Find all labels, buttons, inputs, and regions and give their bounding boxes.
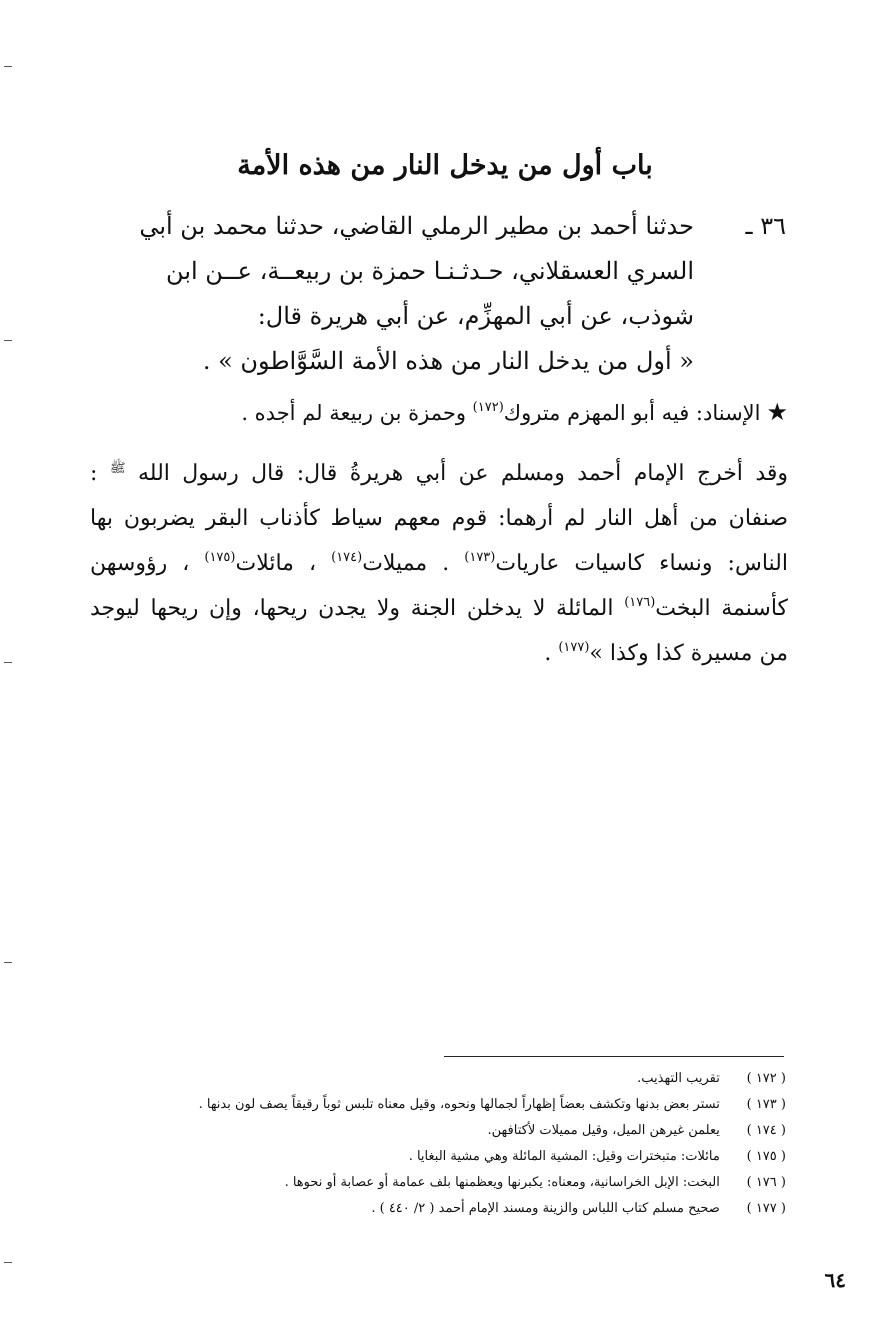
takhrij-line [90,586,788,631]
footnote-number: ( ١٧٢ ) [746,1071,786,1086]
takhrij-text: . [544,641,559,666]
isnad-rest: وحمزة بن ربيعة لم أجده . [241,401,473,425]
takhrij-text: : [90,461,98,486]
footnote-item [140,1066,786,1092]
chapter-title: باب أول من يدخل النار من هذه الأمة [237,150,653,181]
footnote-item [140,1144,786,1170]
isnad-note [170,392,788,433]
footnote-item [140,1118,786,1144]
hadith-number: ٣٦ ـ [745,212,786,240]
footnote-ref: (١٧٥) [204,550,236,565]
takhrij-text: وقد أخرج الإمام أحمد ومسلم عن أبي هريرةُ قال: قال رسول الله [137,461,789,486]
footnote-text: صحيح مسلم كتاب اللباس والزينة ومسند الإمام أحمد ( ٢/ ٤٤٠ ) . [371,1201,720,1216]
takhrij-text: من مسيرة كذا وكذا » [589,641,788,666]
margin-mark [4,340,12,341]
takhrij-line [90,541,788,586]
footnote-ref: (١٧٧) [558,640,590,655]
footnotes-list [140,1066,786,1222]
footnote-number: ( ١٧٣ ) [746,1097,786,1112]
footnote-item [140,1092,786,1118]
hadith-body [96,204,694,384]
footnote-divider [444,1056,784,1057]
footnote-ref: (١٧٢) [472,400,504,415]
takhrij-text: الناس: ونساء كاسيات عاريات [495,551,788,576]
takhrij-text: ، مائلات [235,551,332,576]
takhrij-text: كأسنمة البخت [655,596,788,621]
footnote-text: تستر بعض بدنها وتكشف بعضاً إظهاراً لجمالها ونحوه، وقيل معناه تلبس ثوباً رقيقاً يصف لون بدنها . [198,1097,720,1112]
footnote-number: ( ١٧٥ ) [746,1149,786,1164]
footnote-text: البخت: الإبل الخراسانية، ومعناه: يكبرنها ويعظمنها بلف عمامة أو عصابة أو نحوها . [284,1175,720,1190]
takhrij-text: . مميلات [362,551,465,576]
footnote-ref: (١٧٤) [331,550,363,565]
star-icon: ★ [766,398,788,426]
margin-mark [4,66,12,67]
hadith-quote: « أول من يدخل النار من هذه الأمة السَّوَّاطون » . [202,347,694,375]
hadith-line: شوذب، عن أبي المهزِّم، عن أبي هريرة قال: [257,302,694,330]
takhrij-line [90,446,788,496]
footnote-text: مائلات: متبخترات وقيل: المشية المائلة وهي مشية البغايا . [408,1149,720,1164]
footnote-item [140,1196,786,1222]
takhrij-line: صنفان من أهل النار لم أرهما: قوم معهم سياط كأذناب البقر يضربون بها [90,506,788,531]
hadith-line: حدثنا أحمد بن مطير الرملي القاضي، حدثنا محمد بن أبي [139,212,694,240]
footnote-number: ( ١٧٧ ) [746,1201,786,1216]
margin-mark [4,1262,12,1263]
footnote-text: يعلمن غيرهن الميل، وقيل مميلات لأكتافهن. [487,1123,720,1138]
takhrij-text: ، رؤوسهن [90,551,205,576]
takhrij-text: المائلة لا يدخلن الجنة ولا يجدن ريحها، وإن ريحها ليوجد [90,596,625,621]
footnote-number: ( ١٧٦ ) [746,1175,786,1190]
salla-glyph: ﷺ [109,461,126,476]
isnad-label: الإسناد: فيه أبو المهزم متروك [503,401,761,425]
page-number: ٦٤ [824,1268,846,1292]
footnote-text: تقريب التهذيب. [637,1071,720,1086]
takhrij-line [90,631,788,676]
footnote-number: ( ١٧٤ ) [746,1123,786,1138]
footnote-ref: (١٧٦) [624,595,656,610]
hadith-line: السري العسقلاني، حـدثـنـا حمزة بن ربيعــة، عــن ابن [166,257,694,285]
hadith-block [96,204,786,384]
takhrij-paragraph [90,446,788,676]
margin-mark [4,662,12,663]
footnote-item [140,1170,786,1196]
margin-mark [4,962,12,963]
footnote-ref: (١٧٣) [464,550,496,565]
